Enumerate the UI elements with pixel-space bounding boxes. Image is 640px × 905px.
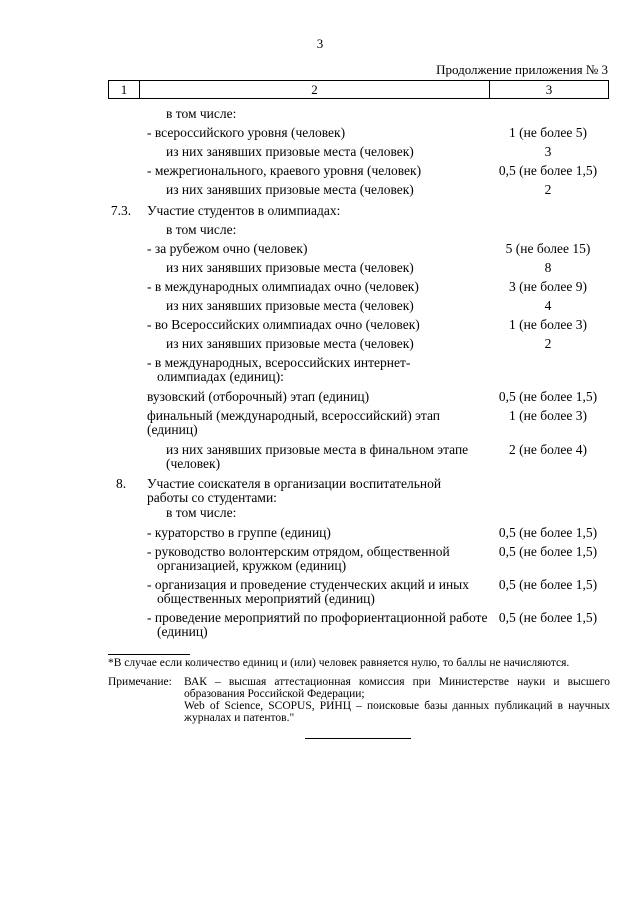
row-value: 3 (не более 9) bbox=[509, 279, 587, 294]
header-col-3: 3 bbox=[545, 82, 553, 97]
row-value: 0,5 (не более 1,5) bbox=[498, 544, 598, 559]
row-text: - в международных, всероссийских интернет-олимпиадах (единиц): bbox=[147, 355, 411, 384]
row-value: 0,5 (не более 1,5) bbox=[498, 525, 598, 540]
row-text: - кураторство в группе (единиц) bbox=[147, 525, 331, 540]
row-text: - во Всероссийских олимпиадах очно (человек) bbox=[147, 317, 420, 332]
row-text: из них занявших призовые места в финальном этапе (человек) bbox=[166, 442, 469, 471]
row-text: Участие студентов в олимпиадах: bbox=[147, 203, 341, 218]
row-value: 4 bbox=[544, 298, 552, 313]
row-text: из них занявших призовые места (человек) bbox=[166, 336, 414, 351]
row-text: - межрегионального, краевого уровня (человек) bbox=[147, 163, 422, 178]
row-text: Участие соискателя в организации воспитательной работы со студентами: bbox=[147, 476, 442, 505]
row-value: 2 bbox=[544, 182, 552, 197]
row-text: в том числе: bbox=[166, 222, 237, 237]
note-line: ВАК – высшая аттестационная комиссия при Министерстве науки и высшего образования Российской Федерации; bbox=[184, 676, 610, 700]
row-text: в том числе: bbox=[166, 106, 237, 121]
row-text: из них занявших призовые места (человек) bbox=[166, 144, 414, 159]
note-line: Web of Science, SCOPUS, РИНЦ – поисковые базы данных публикаций в научных журналах и патентов." bbox=[184, 700, 610, 724]
row-value: 2 bbox=[544, 336, 552, 351]
row-value: 0,5 (не более 1,5) bbox=[498, 610, 598, 625]
row-text: из них занявших призовые места (человек) bbox=[166, 298, 414, 313]
row-text: в том числе: bbox=[166, 505, 237, 520]
note-body bbox=[184, 676, 610, 724]
row-text: - проведение мероприятий по профориентационной работе (единиц) bbox=[147, 610, 488, 639]
row-value: 0,5 (не более 1,5) bbox=[498, 389, 598, 404]
row-text: - руководство волонтерским отрядом, общественной организацией, кружком (единиц) bbox=[147, 544, 450, 573]
row-value: 8 bbox=[544, 260, 552, 275]
row-value: 1 (не более 5) bbox=[509, 125, 587, 140]
header-col-1: 1 bbox=[109, 81, 140, 98]
page-number: 3 bbox=[316, 36, 324, 51]
row-value: 5 (не более 15) bbox=[505, 241, 591, 256]
row-number: 8. bbox=[115, 476, 127, 491]
end-separator bbox=[305, 738, 411, 739]
header-col-2: 2 bbox=[140, 81, 490, 98]
row-text: вузовский (отборочный) этап (единиц) bbox=[147, 389, 370, 404]
footnote-separator bbox=[108, 654, 190, 655]
row-text: из них занявших призовые места (человек) bbox=[166, 182, 414, 197]
row-value: 1 (не более 3) bbox=[509, 408, 587, 423]
row-text: - всероссийского уровня (человек) bbox=[147, 125, 346, 140]
row-value: 0,5 (не более 1,5) bbox=[498, 163, 598, 178]
row-value: 1 (не более 3) bbox=[509, 317, 587, 332]
row-text: - в международных олимпиадах очно (человек) bbox=[147, 279, 419, 294]
row-text: финальный (международный, всероссийский) этап (единиц) bbox=[147, 408, 441, 437]
row-value: 2 (не более 4) bbox=[509, 442, 587, 457]
row-value: 0,5 (не более 1,5) bbox=[498, 577, 598, 592]
note-label: Примечание: bbox=[108, 676, 172, 688]
row-number: 7.3. bbox=[110, 203, 132, 218]
row-text: - организация и проведение студенческих акций и иных общественных мероприятий (единиц) bbox=[147, 577, 470, 606]
table-header bbox=[108, 80, 609, 99]
continuation-label: Продолжение приложения № 3 bbox=[436, 62, 608, 77]
footnote: *В случае если количество единиц и (или) человек равняется нулю, то баллы не начисляются. bbox=[108, 657, 570, 669]
row-value: 3 bbox=[544, 144, 552, 159]
row-text: из них занявших призовые места (человек) bbox=[166, 260, 414, 275]
row-text: - за рубежом очно (человек) bbox=[147, 241, 308, 256]
